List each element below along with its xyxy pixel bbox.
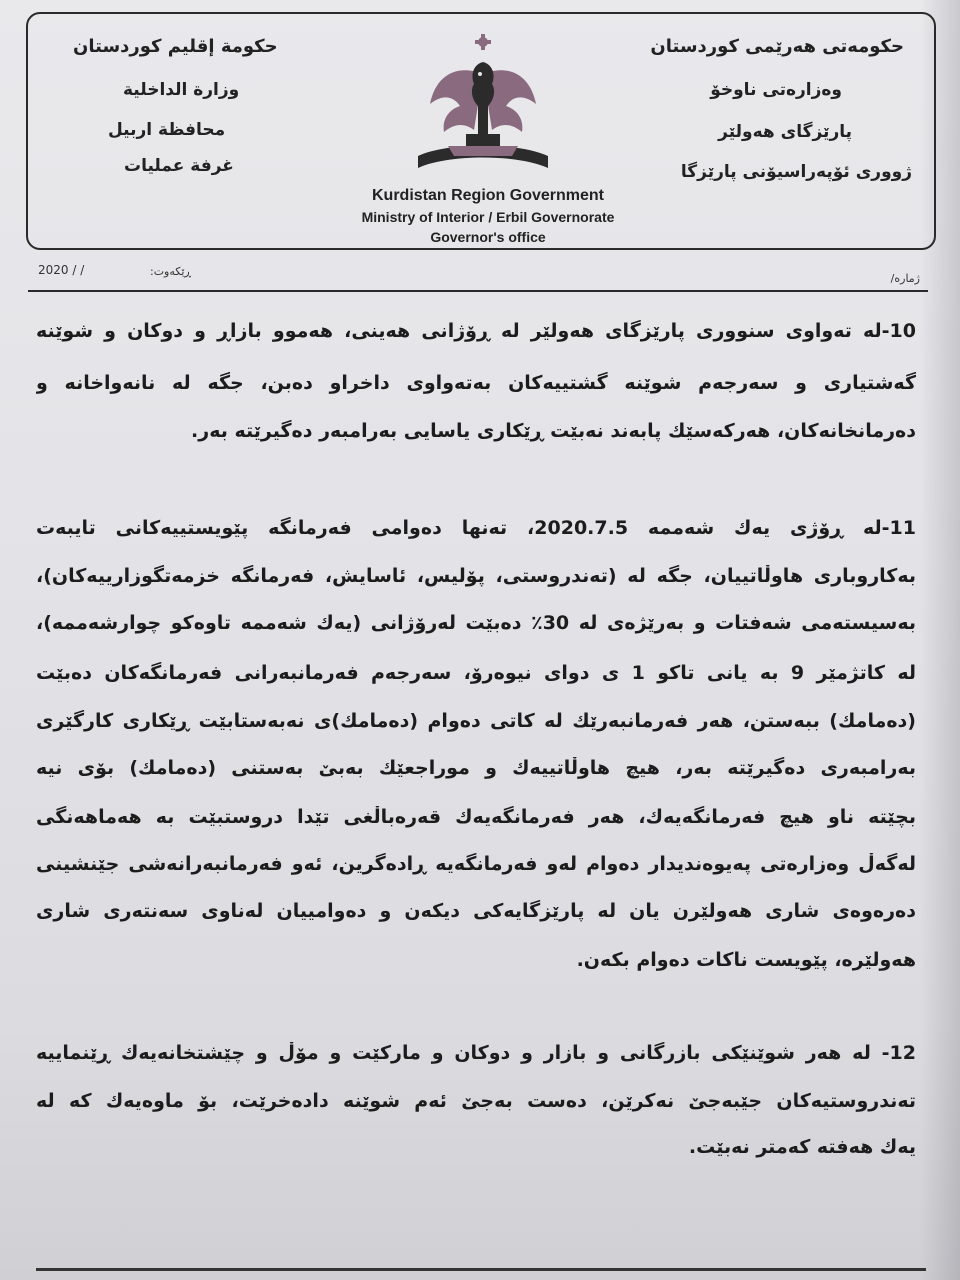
arabic-header-line-2: وزارة الداخلية	[123, 80, 240, 100]
kurdistan-emblem-icon	[408, 34, 558, 184]
english-header-line-1: Kurdistan Region Government	[371, 187, 605, 204]
arabic-header-line-1: حكومة إقليم كوردستان	[73, 36, 278, 57]
english-header-line-2: Ministry of Interior / Erbil Governorate	[361, 209, 615, 225]
paragraph-line: 12- لە هەر شوێنێکی بازرگانی و بازار و دوکان و مارکێت و مۆڵ و چێشتخانەیەك ڕێنماییە	[36, 1042, 916, 1064]
paragraph-line: 11-لە ڕۆژی یەك شەممە 2020.7.5، تەنها دەوامی فەرمانگە پێویستییەکانی تایبەت	[36, 517, 916, 539]
arabic-header-line-4: غرفة عمليات	[124, 156, 234, 176]
kurdish-header-line-3: پارێزگای هەولێر	[718, 122, 852, 142]
paragraph-line: بچێتە ناو هیچ فەرمانگەیەك، هەر فەرمانگەیەك قەرەباڵغی تێدا دروستبێت بە هەماهەنگی	[36, 806, 916, 828]
kurdish-header-line-1: حکومەتی هەرێمی کوردستان	[650, 36, 904, 57]
paragraph-line: دەرەوەی شاری هەولێرن یان لە پارێزگایەکی دیکەن و دەوامییان لەناوی سەنتەری شاری	[36, 900, 916, 922]
paragraph-line: بەکاروباری هاوڵاتییان، جگە لە (تەندروستی، پۆلیس، ئاسایش، فەرمانگە خزمەتگوزارییەکان)،	[36, 565, 916, 587]
bottom-rule	[36, 1268, 926, 1271]
paragraph-line: گەشتیاری و سەرجەم شوێنە گشتییەکان بەتەواوی داخراو دەبن، جگە لە نانەواخانە و	[36, 372, 916, 394]
paragraph-line: یەك هەفتە کەمتر نەبێت.	[688, 1136, 916, 1158]
letterhead-box	[26, 12, 936, 250]
paragraph-line: دەرمانخانەکان، هەرکەسێك پابەند نەبێت ڕێکاری یاسایی بەرامبەر دەگیرێتە بەر.	[191, 420, 916, 442]
document-date-label: ڕێکەوت:	[150, 265, 192, 278]
paragraph-line: (دەمامك) ببەستن، هەر فەرمانبەرێك لە کاتی دەوام (دەمامك)ی نەبەستابێت ڕێکاری کارگێری	[36, 710, 916, 732]
paragraph-line: بەرامبەری دەگیرێتە بەر، هیچ هاوڵاتییەك و موراجعێك بەبێ بەستنی (دەمامك) بۆی نیە	[36, 757, 916, 779]
document-date-value: 2020 / /	[38, 263, 85, 277]
paragraph-line: هەولێرە، پێویست ناکات دەوام بکەن.	[576, 949, 916, 971]
paragraph-line: لە کاتژمێر 9 بە یانی تاکو 1 ی دوای نیوەرۆ، سەرجەم فەرمانبەرانی فەرمانگەکان دەبێت	[36, 662, 916, 684]
english-header-line-3: Governor's office	[430, 229, 546, 245]
paragraph-line: بەسیستەمی شەفتات و بەرێژەی لە 30٪ دەبێت لەرۆژانی (یەك شەممە تاوەکو چوارشەممە)،	[36, 612, 916, 634]
paragraph-line: 10-لە تەواوی سنووری پارێزگای هەولێر لە ڕۆژانی هەینی، هەموو بازاڕ و دوکان و شوێنە	[36, 320, 916, 342]
kurdish-header-line-2: وەزارەتی ناوخۆ	[710, 80, 842, 100]
paragraph-line: تەندروستیەکان جێبەجێ نەکرێن، دەست بەجێ ئەم شوێنە دادەخرێت، بۆ ماوەیەك کە لە	[36, 1090, 916, 1112]
kurdish-header-line-4: ژووری ئۆپەراسیۆنی پارێزگا	[680, 162, 912, 182]
arabic-header-line-3: محافظة اربيل	[108, 120, 226, 140]
paragraph-line: لەگەڵ وەزارەتی پەیوەندیدار دەوام لەو فەرمانگەیە ڕادەگرین، ئەو فەرمانبەرانەشی جێنشینی	[36, 853, 916, 875]
header-divider	[28, 290, 928, 292]
document-number-label: ژمارە/	[890, 272, 920, 285]
